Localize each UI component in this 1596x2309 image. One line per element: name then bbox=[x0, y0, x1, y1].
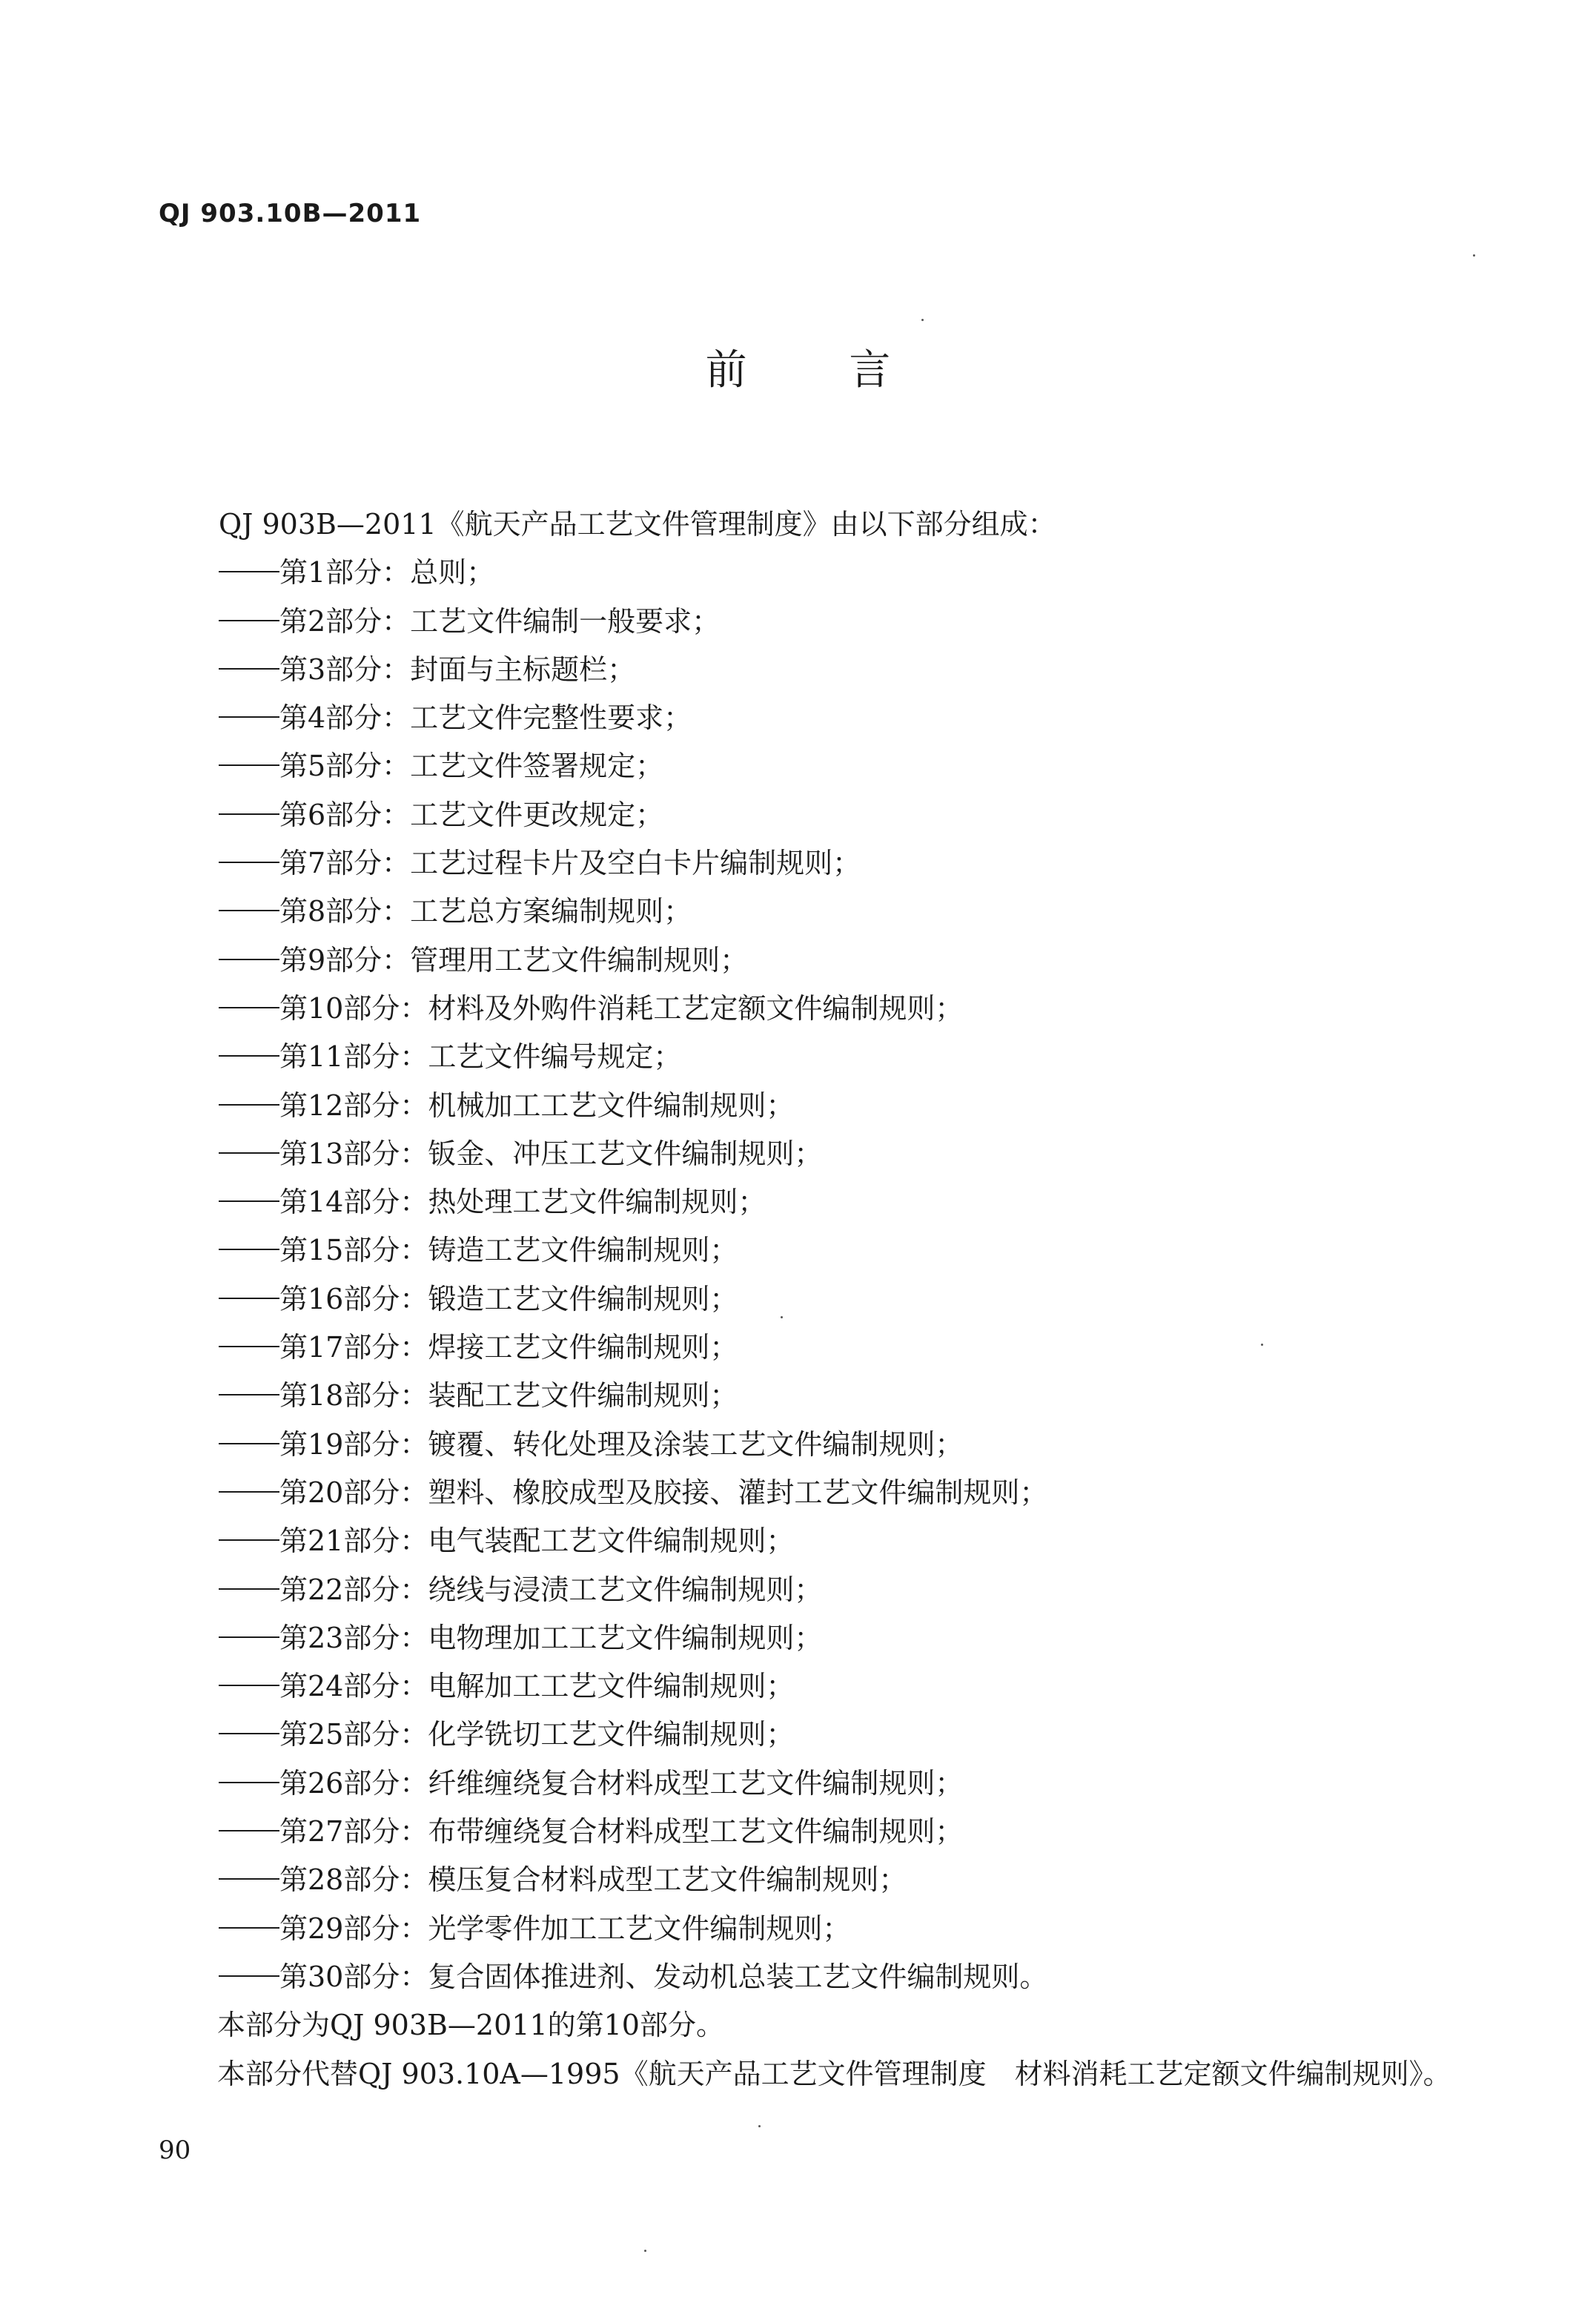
part-label: 第2部分：工艺文件编制一般要求； bbox=[279, 604, 721, 638]
part-label: 第30部分：复合固体推进剂、发动机总装工艺文件编制规则。 bbox=[279, 1960, 1048, 1993]
part-item bbox=[219, 791, 1523, 839]
part-label: 第21部分：电气装配工艺文件编制规则； bbox=[279, 1525, 795, 1558]
part-item bbox=[219, 1905, 1523, 1953]
part-item bbox=[219, 1953, 1523, 2001]
standard-code: QJ 903.10B—2011 bbox=[159, 199, 422, 228]
part-item bbox=[219, 1566, 1523, 1614]
part-label: 第18部分：装配工艺文件编制规则； bbox=[279, 1379, 738, 1413]
paragraph-replacement-statement: 本部分代替QJ 903.10A—1995《航天产品工艺文件管理制度 材料消耗工艺定额文件编制规则》。 bbox=[217, 2057, 1451, 2090]
scan-speck bbox=[781, 1316, 783, 1318]
part-label: 第28部分：模压复合材料成型工艺文件编制规则； bbox=[279, 1863, 907, 1897]
part-label: 第1部分：总则； bbox=[279, 556, 495, 589]
part-item bbox=[219, 1324, 1523, 1372]
part-item bbox=[219, 985, 1523, 1033]
part-label: 第13部分：钣金、冲压工艺文件编制规则； bbox=[279, 1137, 823, 1170]
part-label: 第22部分：绕线与浸渍工艺文件编制规则； bbox=[279, 1573, 823, 1606]
scan-speck bbox=[758, 2125, 761, 2127]
em-dash-marker bbox=[219, 937, 279, 965]
em-dash-marker bbox=[219, 1760, 279, 1788]
scan-speck bbox=[1261, 1344, 1263, 1346]
em-dash-marker bbox=[219, 1178, 279, 1206]
part-item bbox=[219, 1421, 1523, 1469]
em-dash-marker bbox=[219, 1033, 279, 1061]
em-dash-marker bbox=[219, 549, 279, 577]
part-label: 第5部分：工艺文件签署规定； bbox=[279, 750, 664, 783]
part-label: 第9部分：管理用工艺文件编制规则； bbox=[279, 943, 749, 977]
intro-line: QJ 903B—2011《航天产品工艺文件管理制度》由以下部分组成： bbox=[219, 508, 1056, 541]
part-item bbox=[219, 937, 1523, 985]
em-dash-marker bbox=[219, 1905, 279, 1933]
part-item bbox=[219, 1856, 1523, 1904]
em-dash-marker bbox=[219, 1808, 279, 1836]
part-label: 第4部分：工艺文件完整性要求； bbox=[279, 701, 692, 735]
part-label: 第12部分：机械加工工艺文件编制规则； bbox=[279, 1089, 795, 1122]
page-title: 前 言 bbox=[705, 346, 936, 394]
part-item bbox=[219, 742, 1523, 790]
part-item bbox=[219, 1808, 1523, 1856]
part-label: 第25部分：化学铣切工艺文件编制规则； bbox=[279, 1718, 795, 1751]
part-item bbox=[219, 888, 1523, 936]
em-dash-marker bbox=[219, 791, 279, 819]
em-dash-marker bbox=[219, 1953, 279, 1981]
part-label: 第8部分：工艺总方案编制规则； bbox=[279, 895, 692, 928]
em-dash-marker bbox=[219, 1517, 279, 1545]
em-dash-marker bbox=[219, 1082, 279, 1110]
em-dash-marker bbox=[219, 1324, 279, 1352]
em-dash-marker bbox=[219, 1614, 279, 1642]
part-item bbox=[219, 1226, 1523, 1275]
part-item bbox=[219, 1033, 1523, 1081]
part-label: 第20部分：塑料、橡胶成型及胶接、灌封工艺文件编制规则； bbox=[279, 1476, 1048, 1509]
part-label: 第3部分：封面与主标题栏； bbox=[279, 653, 636, 686]
part-item bbox=[219, 1517, 1523, 1565]
part-item bbox=[219, 646, 1523, 694]
em-dash-marker bbox=[219, 1662, 279, 1691]
em-dash-marker bbox=[219, 742, 279, 770]
part-item bbox=[219, 1469, 1523, 1517]
scan-speck bbox=[644, 2250, 646, 2252]
part-item bbox=[219, 1614, 1523, 1662]
em-dash-marker bbox=[219, 598, 279, 626]
part-label: 第6部分：工艺文件更改规定； bbox=[279, 798, 664, 831]
part-label: 第24部分：电解加工工艺文件编制规则； bbox=[279, 1670, 795, 1703]
part-label: 第27部分：布带缠绕复合材料成型工艺文件编制规则； bbox=[279, 1815, 964, 1849]
part-item bbox=[219, 1662, 1523, 1711]
scan-speck bbox=[1473, 254, 1475, 257]
part-label: 第7部分：工艺过程卡片及空白卡片编制规则； bbox=[279, 847, 861, 880]
part-label: 第15部分：铸造工艺文件编制规则； bbox=[279, 1234, 738, 1267]
part-item bbox=[219, 1372, 1523, 1420]
em-dash-marker bbox=[219, 1372, 279, 1400]
em-dash-marker bbox=[219, 1275, 279, 1304]
part-item bbox=[219, 598, 1523, 646]
part-item bbox=[219, 839, 1523, 888]
em-dash-marker bbox=[219, 985, 279, 1013]
em-dash-marker bbox=[219, 1469, 279, 1497]
part-item bbox=[219, 1082, 1523, 1130]
part-item bbox=[219, 1178, 1523, 1226]
part-label: 第29部分：光学零件加工工艺文件编制规则； bbox=[279, 1912, 851, 1945]
em-dash-marker bbox=[219, 888, 279, 916]
parts-list bbox=[219, 549, 1523, 2001]
part-label: 第11部分：工艺文件编号规定； bbox=[279, 1040, 682, 1074]
scan-speck bbox=[921, 319, 924, 321]
em-dash-marker bbox=[219, 1566, 279, 1594]
part-label: 第17部分：焊接工艺文件编制规则； bbox=[279, 1331, 738, 1364]
paragraph-part-statement: 本部分为QJ 903B—2011的第10部分。 bbox=[217, 2009, 724, 2042]
em-dash-marker bbox=[219, 1421, 279, 1449]
em-dash-marker bbox=[219, 1856, 279, 1884]
part-item bbox=[219, 1760, 1523, 1808]
part-label: 第10部分：材料及外购件消耗工艺定额文件编制规则； bbox=[279, 991, 964, 1025]
part-label: 第19部分：镀覆、转化处理及涂装工艺文件编制规则； bbox=[279, 1427, 964, 1461]
part-item bbox=[219, 1275, 1523, 1324]
part-label: 第16部分：锻造工艺文件编制规则； bbox=[279, 1282, 738, 1315]
part-item bbox=[219, 1711, 1523, 1759]
em-dash-marker bbox=[219, 646, 279, 674]
foreword-body bbox=[219, 501, 1523, 2098]
part-label: 第26部分：纤维缠绕复合材料成型工艺文件编制规则； bbox=[279, 1766, 964, 1800]
em-dash-marker bbox=[219, 694, 279, 722]
em-dash-marker bbox=[219, 839, 279, 868]
em-dash-marker bbox=[219, 1226, 279, 1255]
em-dash-marker bbox=[219, 1711, 279, 1739]
part-label: 第23部分：电物理加工工艺文件编制规则； bbox=[279, 1621, 823, 1654]
part-item bbox=[219, 549, 1523, 597]
page-number: 90 bbox=[159, 2135, 191, 2165]
part-item bbox=[219, 694, 1523, 742]
em-dash-marker bbox=[219, 1130, 279, 1158]
part-label: 第14部分：热处理工艺文件编制规则； bbox=[279, 1186, 766, 1219]
part-item bbox=[219, 1130, 1523, 1178]
